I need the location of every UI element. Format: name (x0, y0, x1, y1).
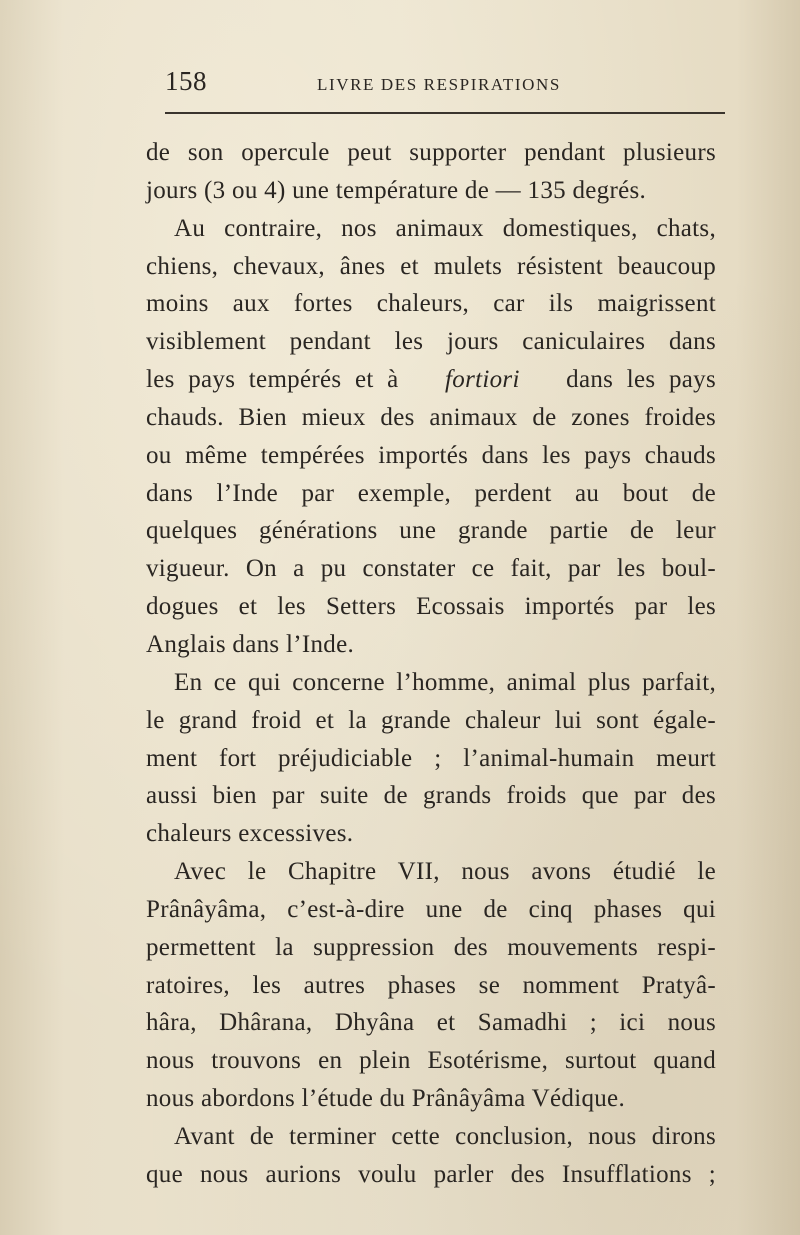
text-line: nous trouvons en plein Esotérisme, surtout quand (146, 1047, 716, 1075)
text-line-mixed (146, 361, 716, 399)
text-segment: dans les pays (566, 366, 716, 394)
text-line: dogues et les Setters Ecossais importés par les (146, 593, 716, 621)
header-rule (165, 112, 725, 114)
running-title: LIVRE DES RESPIRATIONS (317, 75, 561, 94)
text-line: Avant de terminer cette conclusion, nous dirons (174, 1122, 716, 1150)
text-segment-italic: fortiori (445, 366, 520, 394)
text-line: visiblement pendant les jours caniculaires dans (146, 328, 716, 356)
text-line: chauds. Bien mieux des animaux de zones froides (146, 403, 716, 431)
page-number: 158 (165, 66, 207, 96)
page-header (165, 66, 725, 106)
text-segment: les pays tempérés et à (146, 366, 399, 394)
text-line: dans l’Inde par exemple, perdent au bout de (146, 479, 716, 507)
text-line: moins aux fortes chaleurs, car ils maigrissent (146, 290, 716, 318)
text-line: nous abordons l’étude du Prânâyâma Védique. (146, 1085, 625, 1113)
text-line: permettent la suppression des mouvements respi- (146, 933, 716, 961)
text-line: Anglais dans l’Inde. (146, 630, 355, 658)
text-line: hâra, Dhârana, Dhyâna et Samadhi ; ici nous (146, 1009, 716, 1037)
text-line: ratoires, les autres phases se nomment Pratyâ- (146, 971, 716, 999)
text-line: Au contraire, nos animaux domestiques, chats, (174, 214, 716, 242)
text-line: Avec le Chapitre VII, nous avons étudié le (174, 858, 716, 886)
text-line: de son opercule peut supporter pendant plusieurs (146, 139, 716, 166)
text-line: En ce qui concerne l’homme, animal plus parfait, (174, 668, 716, 696)
text-line: ment fort préjudiciable ; l’animal-humain meurt (146, 744, 716, 772)
text-line: jours (3 ou 4) une température de — 135 degrés. (146, 176, 647, 204)
text-line: ou même tempérées importés dans les pays chauds (146, 441, 716, 469)
text-line: Prânâyâma, c’est-à-dire une de cinq phases qui (146, 895, 716, 923)
text-line: que nous aurions voulu parler des Insufflations ; (146, 1160, 716, 1188)
text-line: chaleurs excessives. (146, 820, 354, 848)
body-text (146, 134, 716, 1194)
text-line: aussi bien par suite de grands froids que par des (146, 782, 716, 810)
text-line: chiens, chevaux, ânes et mulets résistent beaucoup (146, 252, 716, 280)
text-line: vigueur. On a pu constater ce fait, par les boul- (146, 555, 716, 583)
text-line: quelques générations une grande partie de leur (146, 517, 716, 545)
text-line: le grand froid et la grande chaleur lui sont égale- (146, 706, 716, 734)
